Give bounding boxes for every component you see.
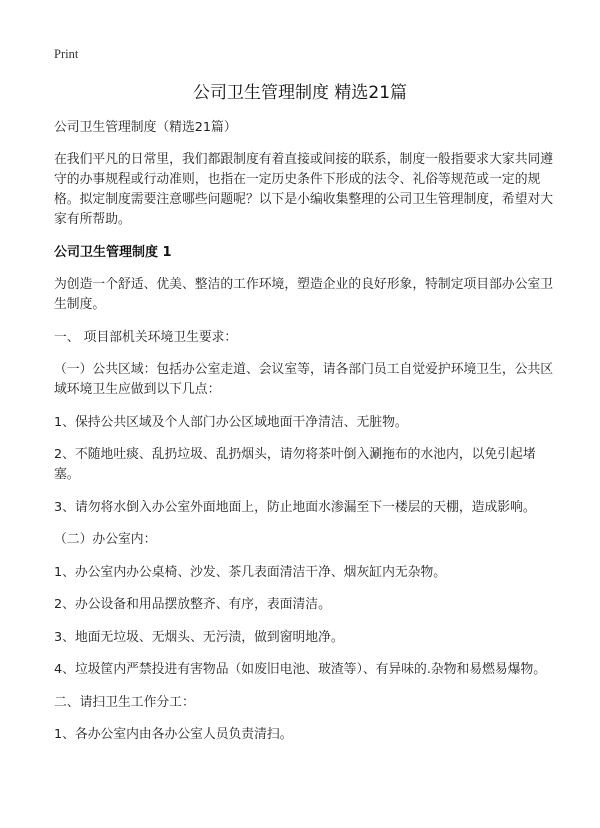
body-paragraph: 2、不随地吐痰、乱扔垃圾、乱扔烟头，请勿将茶叶倒入涮拖布的水池内，以免引起堵塞。 xyxy=(54,447,536,482)
body-paragraph: （一）公共区域：包括办公室走道、会议室等，请各部门员工自觉爱护环境卫生，公共区域环境卫生应做到以下几点： xyxy=(54,362,554,397)
body-paragraph: 3、请勿将水倒入办公室外面地面上，防止地面水渗漏至下一楼层的天棚，造成影响。 xyxy=(54,499,536,515)
body-paragraph: 一、 项目部机关环境卫生要求： xyxy=(54,329,238,345)
body-paragraph: 1、各办公室内由各办公室人员负责清扫。 xyxy=(54,727,293,742)
document-body xyxy=(54,118,554,758)
body-paragraph: 二、请扫卫生工作分工： xyxy=(54,694,195,710)
body-paragraph: 2、办公设备和用品摆放整齐、有序，表面清洁。 xyxy=(54,597,331,612)
body-paragraph: 4、垃圾筐内严禁投进有害物品（如废旧电池、玻渣等）、有异味的.杂物和易燃易爆物。 xyxy=(54,662,547,677)
section-heading: 公司卫生管理制度 1 xyxy=(54,244,172,260)
body-paragraph: 为创造一个舒适、优美、整洁的工作环境，塑造企业的良好形象，特制定项目部办公室卫生制度。 xyxy=(54,277,554,312)
body-paragraph: 3、地面无垃圾、无烟头、无污渍，做到窗明地净。 xyxy=(54,629,344,645)
print-link[interactable]: Print xyxy=(54,47,79,61)
intro-paragraph: 在我们平凡的日常里，我们都跟制度有着直接或间接的联系，制度一般指要求大家共同遵守的办事规程或行动准则，也指在一定历史条件下形成的法令、礼俗等规范或一定的规格。拟定制度需要注意哪些问题呢？以下是小编收集整理的公司卫生管理制度，希望对大家有所帮助。 xyxy=(54,152,554,227)
body-paragraph: 1、办公室内办公桌椅、沙发、茶几表面清洁干净、烟灰缸内无杂物。 xyxy=(54,564,447,580)
body-paragraph: （二）办公室内： xyxy=(54,532,157,547)
document-title: 公司卫生管理制度 精选21篇 xyxy=(192,83,408,103)
body-paragraph: 1、保持公共区域及个人部门办公区域地面干净清洁、无脏物。 xyxy=(54,414,408,430)
document-subtitle: 公司卫生管理制度（精选21篇） xyxy=(54,120,237,135)
